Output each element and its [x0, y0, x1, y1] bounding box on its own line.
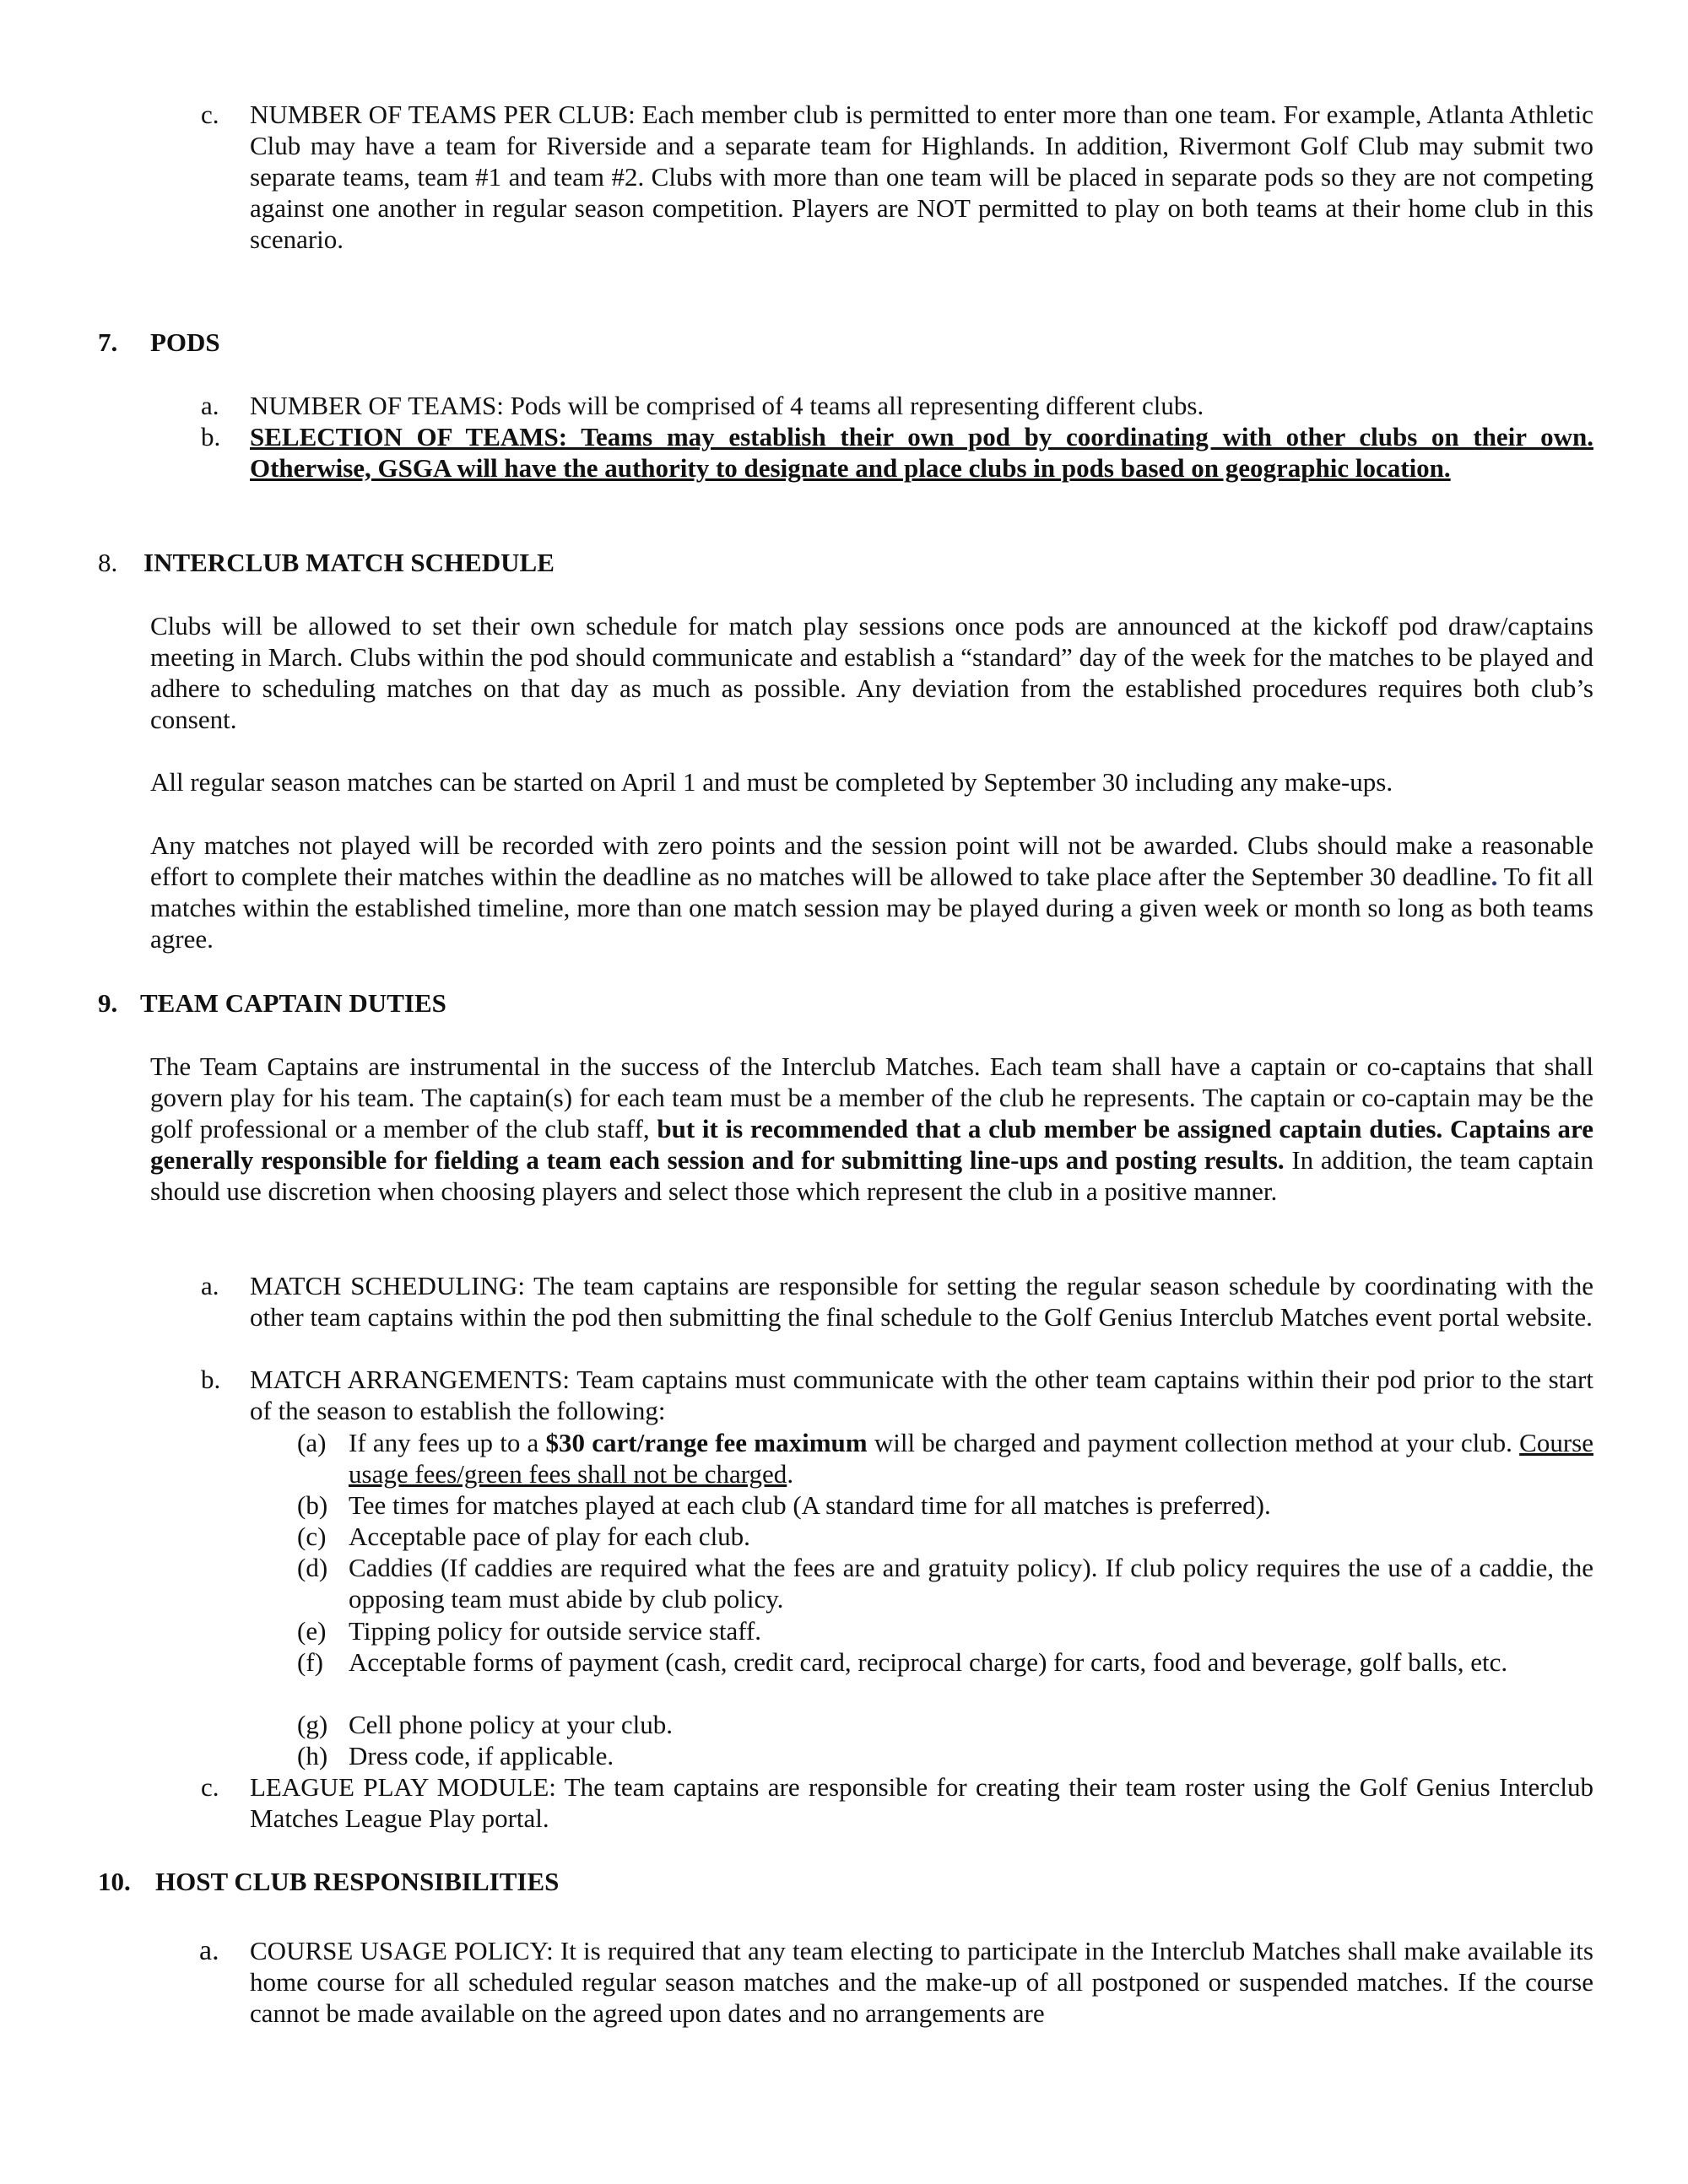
caddies-subitem: Caddies (If caddies are required what the fees are and gratuity policy). If club policy requires the use of a caddie, the opposing team must abide by club policy. [349, 1553, 1593, 1614]
pace-of-play-subitem: Acceptable pace of play for each club. [349, 1522, 750, 1551]
item-label: b. [201, 422, 221, 451]
match-arrangements-paragraph: MATCH ARRANGEMENTS: Team captains must communicate with the other team captains within their pod prior to the start of the season to establish the following: [250, 1365, 1593, 1425]
number-of-teams-paragraph: NUMBER OF TEAMS: Pods will be comprised of 4 teams all representing different clubs. [250, 391, 1204, 420]
item-label: a. [201, 1271, 219, 1300]
item-label: c. [201, 100, 219, 129]
tipping-policy-subitem: Tipping policy for outside service staff. [349, 1616, 762, 1646]
section-heading-schedule: INTERCLUB MATCH SCHEDULE [143, 548, 555, 577]
subitem-label: (g) [297, 1710, 328, 1739]
schedule-paragraph-2: All regular season matches can be started on April 1 and must be completed by September 30 including any make-ups. [150, 767, 1393, 797]
subitem-label: (h) [297, 1741, 328, 1770]
schedule-paragraph-1: Clubs will be allowed to set their own schedule for match play sessions once pods are announced at the kickoff pod draw/captains meeting in March. Clubs within the pod should communicate and establish a “standard” day of the week for the matches to be played and adhere to scheduling matches on that day as much as possible. Any deviation from the established procedures requires both club’s consent. [150, 611, 1593, 734]
subitem-label: (f) [297, 1647, 323, 1677]
fees-subitem: If any fees up to a $30 cart/range fee maximum will be charged and payment collection method at your club. Course usage fees/green fees shall not be charged. [349, 1428, 1593, 1489]
section-number: 9. [98, 988, 118, 1018]
tee-times-subitem: Tee times for matches played at each club (A standard time for all matches is preferred). [349, 1490, 1271, 1520]
teams-per-club-paragraph: NUMBER OF TEAMS PER CLUB: Each member club is permitted to enter more than one team. For example, Atlanta Athletic Club may have a team for Riverside and a separate team for Highlands. In addition, Rivermont Golf Club may submit two separate teams, team #1 and team #2. Clubs with more than one team will be placed in separate pods so they are not competing against one another in regular season competition. Players are NOT permitted to play on both teams at their home club in this scenario. [250, 100, 1593, 254]
subitem-label: (b) [297, 1490, 328, 1520]
subitem-label: (e) [297, 1616, 327, 1646]
match-scheduling-paragraph: MATCH SCHEDULING: The team captains are responsible for setting the regular season schedule by coordinating with the other team captains within the pod then submitting the final schedule to the Golf Genius Interclub Matches event portal website. [250, 1271, 1593, 1332]
dress-code-subitem: Dress code, if applicable. [349, 1741, 614, 1770]
item-label: c. [201, 1772, 219, 1802]
subitem-label: (d) [297, 1553, 328, 1582]
selection-of-teams-paragraph: SELECTION OF TEAMS: Teams may establish their own pod by coordinating with other clubs on their own. Otherwise, GSGA will have the authority to designate and place clubs in pods based on geographic location. [250, 422, 1593, 483]
section-heading-host-club: HOST CLUB RESPONSIBILITIES [155, 1867, 560, 1896]
item-label: a. [201, 391, 219, 420]
section-number: 8. [98, 548, 118, 577]
item-label: b. [201, 1365, 221, 1394]
subitem-label: (a) [297, 1428, 327, 1457]
cell-phone-subitem: Cell phone policy at your club. [349, 1710, 673, 1739]
captain-duties-intro: The Team Captains are instrumental in the success of the Interclub Matches. Each team shall have a captain or co-captains that shall govern play for his team. The captain(s) for each team must be a member of the club he represents. The captain or co-captain may be the golf professional or a member of the club staff, but it is recommended that a club member be assigned captain duties. Captains are generally responsible for fielding a team each session and for submitting line-ups and posting results. In addition, the team captain should use discretion when choosing players and select those which represent the club in a positive manner. [150, 1051, 1593, 1206]
schedule-paragraph-3: Any matches not played will be recorded with zero points and the session point will not be awarded. Clubs should make a reasonable effort to complete their matches within the deadline as no matches will be allowed to take place after the September 30 deadline. To fit all matches within the established timeline, more than one match session may be played during a given week or month so long as both teams agree. [150, 830, 1593, 954]
section-number: 10. [98, 1867, 131, 1896]
item-label: a. [199, 1935, 219, 1966]
league-play-module-paragraph: LEAGUE PLAY MODULE: The team captains are responsible for creating their team roster using the Golf Genius Interclub Matches League Play portal. [250, 1772, 1593, 1833]
payment-forms-subitem: Acceptable forms of payment (cash, credit card, reciprocal charge) for carts, food and beverage, golf balls, etc. [349, 1647, 1508, 1677]
section-heading-pods: PODS [150, 327, 220, 357]
subitem-label: (c) [297, 1522, 327, 1551]
section-number: 7. [98, 327, 118, 357]
section-heading-captain-duties: TEAM CAPTAIN DUTIES [140, 988, 446, 1018]
course-usage-policy-paragraph: COURSE USAGE POLICY: It is required that any team electing to participate in the Interclub Matches shall make available its home course for all scheduled regular season matches and the make-up of all postponed or suspended matches. If the course cannot be made available on the agreed upon dates and no arrangements are [250, 1936, 1593, 2028]
